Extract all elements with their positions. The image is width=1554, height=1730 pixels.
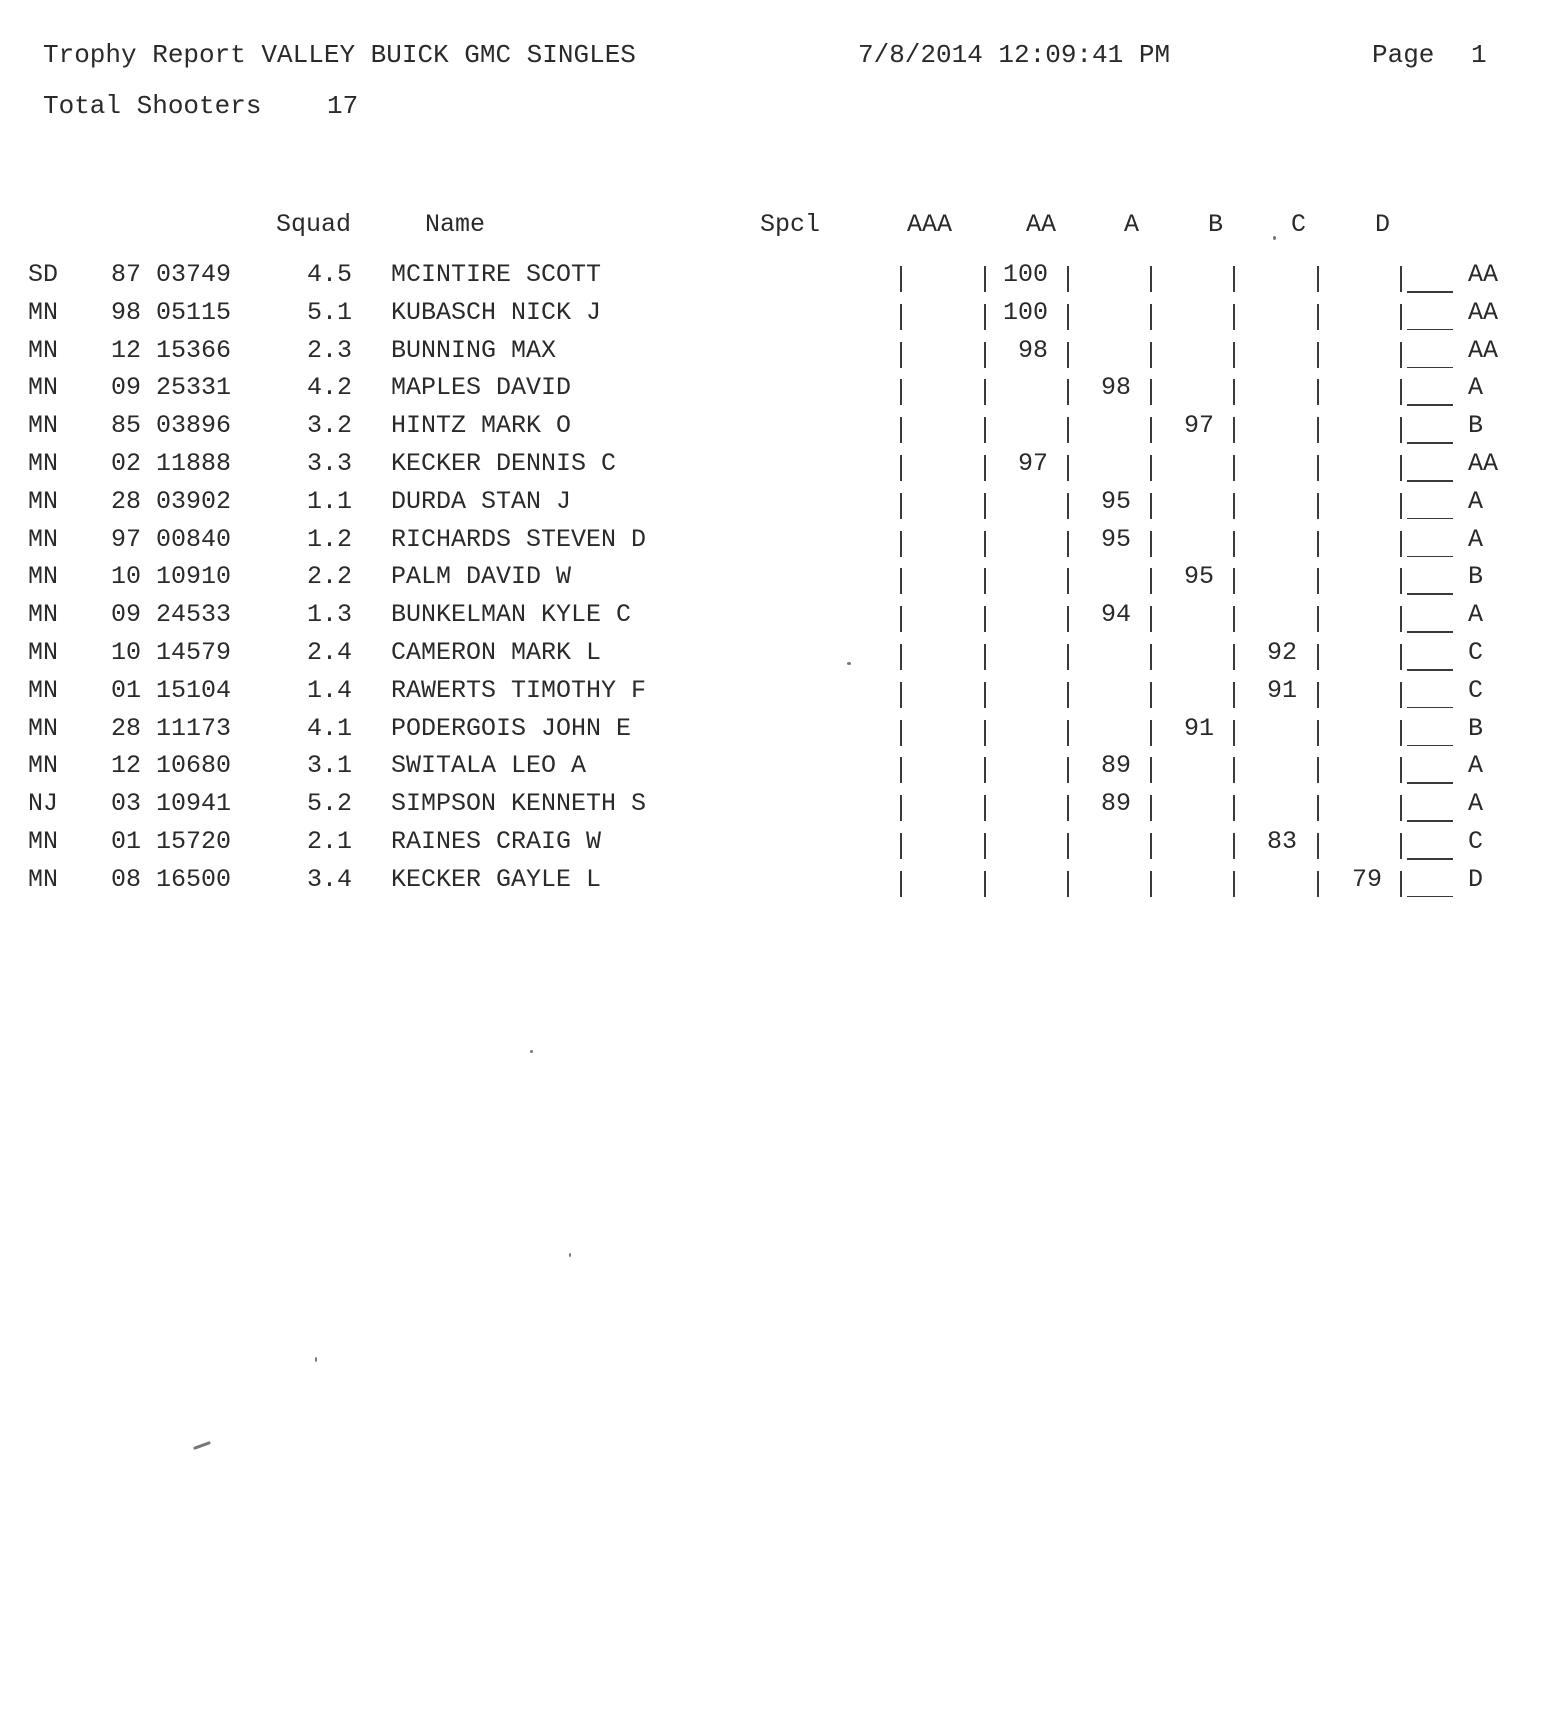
score-cell: 95 (1100, 524, 1131, 554)
score-cell: 97 (1017, 449, 1048, 478)
column-divider (1317, 417, 1319, 443)
member-id-cell: 12 10680 (111, 751, 232, 781)
award-class-cell: B (1468, 411, 1484, 441)
column-divider (1150, 455, 1152, 481)
column-divider (1317, 266, 1319, 292)
column-divider (1067, 757, 1069, 783)
column-divider (1400, 833, 1402, 859)
page-number: 1 (1471, 40, 1487, 70)
squad-cell: 2.4 (307, 638, 353, 667)
column-divider (984, 493, 986, 519)
table-row (0, 640, 1554, 678)
state-cell: MN (28, 562, 59, 592)
column-divider (1400, 379, 1402, 405)
column-divider (1067, 417, 1069, 443)
column-divider (1150, 379, 1152, 405)
column-divider (1317, 493, 1319, 519)
award-blank-line (1407, 480, 1453, 482)
shooter-name-cell: HINTZ MARK O (391, 411, 572, 441)
table-row (0, 375, 1554, 413)
column-divider (1067, 455, 1069, 481)
member-id-cell: 28 11173 (111, 713, 232, 743)
column-divider (1317, 342, 1319, 368)
column-divider (1233, 871, 1235, 897)
shooter-name-cell: SWITALA LEO A (391, 751, 587, 781)
column-header-b: B (1208, 210, 1224, 239)
award-class-cell: A (1468, 373, 1484, 403)
column-divider (900, 606, 902, 632)
member-id-cell: 02 11888 (111, 449, 232, 478)
table-row (0, 753, 1554, 791)
column-divider (1150, 304, 1152, 330)
award-class-cell: C (1468, 675, 1484, 705)
column-divider (984, 304, 986, 330)
column-divider (984, 455, 986, 481)
column-divider (1400, 757, 1402, 783)
column-divider (1067, 720, 1069, 746)
state-cell: MN (28, 713, 59, 743)
column-header-aaa: AAA (907, 210, 953, 239)
squad-cell: 5.2 (307, 789, 353, 819)
score-cell: 100 (1002, 260, 1048, 289)
report-timestamp: 7/8/2014 12:09:41 PM (858, 40, 1171, 70)
table-row (0, 564, 1554, 602)
column-divider (1150, 795, 1152, 821)
shooter-name-cell: RAINES CRAIG W (391, 827, 602, 856)
column-divider (1233, 644, 1235, 670)
squad-cell: 3.3 (307, 449, 353, 478)
column-divider (984, 606, 986, 632)
column-divider (1150, 682, 1152, 708)
award-class-cell: AA (1468, 260, 1499, 289)
award-blank-line (1407, 820, 1453, 822)
award-class-cell: AA (1468, 335, 1499, 365)
table-row (0, 713, 1554, 754)
member-id-cell: 28 03902 (111, 486, 232, 516)
table-row (0, 262, 1554, 300)
total-shooters-value: 17 (327, 91, 359, 121)
score-cell: 89 (1100, 789, 1131, 819)
column-divider (1400, 644, 1402, 670)
table-row (0, 791, 1554, 829)
squad-cell: 3.1 (307, 751, 353, 781)
column-divider (984, 720, 986, 746)
score-cell: 95 (1183, 562, 1214, 592)
column-divider (1317, 720, 1319, 746)
column-divider (984, 833, 986, 859)
squad-cell: 1.3 (307, 600, 353, 630)
column-divider (1317, 871, 1319, 897)
state-cell: MN (28, 751, 59, 781)
column-divider (900, 266, 902, 292)
column-divider (900, 531, 902, 557)
state-cell: MN (28, 411, 59, 441)
member-id-cell: 98 05115 (111, 297, 232, 327)
scan-speck (193, 1441, 211, 1450)
column-divider (1233, 568, 1235, 594)
column-divider (1233, 757, 1235, 783)
column-divider (1150, 720, 1152, 746)
score-cell: 94 (1100, 600, 1131, 630)
column-divider (1400, 493, 1402, 519)
scan-speck (315, 1357, 317, 1362)
column-divider (1233, 304, 1235, 330)
squad-cell: 1.2 (307, 524, 353, 554)
column-divider (1233, 379, 1235, 405)
column-divider (984, 871, 986, 897)
score-cell: 97 (1183, 411, 1214, 441)
column-divider (1233, 455, 1235, 481)
column-divider (1233, 417, 1235, 443)
state-cell: MN (28, 638, 59, 667)
state-cell: NJ (28, 789, 59, 819)
column-divider (1067, 342, 1069, 368)
column-divider (1150, 493, 1152, 519)
score-cell: 83 (1266, 827, 1297, 856)
award-class-cell: A (1468, 524, 1484, 554)
award-blank-line (1407, 707, 1453, 709)
column-divider (1067, 606, 1069, 632)
column-divider (984, 682, 986, 708)
column-divider (1067, 304, 1069, 330)
member-id-cell: 10 10910 (111, 562, 232, 592)
award-class-cell: AA (1468, 449, 1499, 478)
column-divider (1400, 342, 1402, 368)
column-divider (984, 531, 986, 557)
column-divider (900, 379, 902, 405)
shooter-name-cell: KECKER DENNIS C (391, 449, 617, 478)
column-divider (1150, 342, 1152, 368)
column-divider (1400, 795, 1402, 821)
award-blank-line (1407, 404, 1453, 406)
column-divider (900, 757, 902, 783)
award-blank-line (1407, 858, 1453, 860)
column-divider (900, 304, 902, 330)
award-blank-line (1407, 782, 1453, 784)
column-divider (1233, 795, 1235, 821)
column-divider (1317, 568, 1319, 594)
table-row (0, 297, 1554, 338)
column-divider (1400, 682, 1402, 708)
column-header-name: Name (425, 210, 486, 239)
column-divider (1150, 644, 1152, 670)
state-cell: MN (28, 600, 59, 630)
score-cell: 91 (1266, 675, 1297, 705)
column-divider (1233, 342, 1235, 368)
column-divider (1067, 871, 1069, 897)
member-id-cell: 09 24533 (111, 600, 232, 630)
column-divider (1150, 417, 1152, 443)
table-row (0, 829, 1554, 867)
page-label: Page (1372, 40, 1435, 70)
table-row (0, 524, 1554, 565)
award-class-cell: D (1468, 864, 1484, 894)
shooter-name-cell: KECKER GAYLE L (391, 864, 602, 894)
column-divider (984, 379, 986, 405)
column-divider (1150, 871, 1152, 897)
column-divider (1233, 531, 1235, 557)
award-blank-line (1407, 367, 1453, 369)
column-divider (1317, 531, 1319, 557)
shooter-name-cell: RICHARDS STEVEN D (391, 524, 647, 554)
column-divider (1400, 304, 1402, 330)
column-divider (900, 644, 902, 670)
member-id-cell: 09 25331 (111, 373, 232, 403)
member-id-cell: 03 10941 (111, 789, 232, 819)
scan-speck (847, 662, 851, 665)
column-divider (1317, 682, 1319, 708)
score-cell: 95 (1100, 486, 1131, 516)
award-class-cell: C (1468, 827, 1484, 856)
table-row (0, 486, 1554, 527)
column-divider (1150, 606, 1152, 632)
column-divider (1317, 757, 1319, 783)
score-cell: 98 (1100, 373, 1131, 403)
award-class-cell: A (1468, 600, 1484, 630)
column-divider (1400, 606, 1402, 632)
award-blank-line (1407, 518, 1453, 520)
column-divider (1067, 531, 1069, 557)
report-title: Trophy Report VALLEY BUICK GMC SINGLES (43, 40, 636, 70)
squad-cell: 1.4 (307, 675, 353, 705)
column-divider (1233, 493, 1235, 519)
column-divider (900, 833, 902, 859)
shooter-name-cell: MAPLES DAVID (391, 373, 572, 403)
column-divider (1317, 379, 1319, 405)
squad-cell: 3.4 (307, 864, 353, 894)
award-class-cell: A (1468, 751, 1484, 781)
scan-speck (569, 1253, 571, 1257)
column-divider (984, 417, 986, 443)
column-divider (984, 266, 986, 292)
squad-cell: 2.3 (307, 335, 353, 365)
column-divider (900, 455, 902, 481)
award-blank-line (1407, 556, 1453, 558)
column-divider (1233, 606, 1235, 632)
column-divider (1317, 795, 1319, 821)
column-divider (984, 795, 986, 821)
column-divider (1400, 417, 1402, 443)
state-cell: MN (28, 864, 59, 894)
score-cell: 98 (1017, 335, 1048, 365)
table-row (0, 413, 1554, 451)
column-divider (984, 568, 986, 594)
column-divider (1317, 644, 1319, 670)
column-divider (900, 795, 902, 821)
shooter-name-cell: PODERGOIS JOHN E (391, 713, 632, 743)
award-class-cell: B (1468, 713, 1484, 743)
award-class-cell: A (1468, 486, 1484, 516)
column-divider (900, 682, 902, 708)
state-cell: MN (28, 675, 59, 705)
award-blank-line (1407, 896, 1453, 898)
state-cell: MN (28, 827, 59, 856)
column-divider (1400, 568, 1402, 594)
member-id-cell: 01 15720 (111, 827, 232, 856)
column-divider (1400, 455, 1402, 481)
column-divider (1067, 644, 1069, 670)
column-header-squad: Squad (276, 210, 352, 239)
score-cell: 91 (1183, 713, 1214, 743)
shooter-name-cell: KUBASCH NICK J (391, 297, 602, 327)
column-divider (1233, 682, 1235, 708)
award-blank-line (1407, 593, 1453, 595)
column-divider (1400, 871, 1402, 897)
award-blank-line (1407, 442, 1453, 444)
column-divider (1067, 379, 1069, 405)
table-row (0, 602, 1554, 640)
member-id-cell: 01 15104 (111, 675, 232, 705)
award-class-cell: B (1468, 562, 1484, 592)
column-divider (900, 720, 902, 746)
award-class-cell: C (1468, 638, 1484, 667)
table-row (0, 675, 1554, 716)
column-divider (1233, 266, 1235, 292)
squad-cell: 3.2 (307, 411, 353, 441)
member-id-cell: 85 03896 (111, 411, 232, 441)
state-cell: MN (28, 297, 59, 327)
award-blank-line (1407, 669, 1453, 671)
column-header-c: C (1291, 210, 1307, 239)
column-divider (1400, 531, 1402, 557)
column-divider (1150, 266, 1152, 292)
column-divider (1317, 455, 1319, 481)
column-divider (984, 757, 986, 783)
score-cell: 92 (1266, 638, 1297, 667)
award-blank-line (1407, 291, 1453, 293)
column-divider (1067, 795, 1069, 821)
state-cell: MN (28, 373, 59, 403)
column-divider (1317, 304, 1319, 330)
column-header-d: D (1375, 210, 1391, 239)
column-divider (984, 342, 986, 368)
shooter-name-cell: PALM DAVID W (391, 562, 572, 592)
column-divider (1317, 606, 1319, 632)
shooter-name-cell: SIMPSON KENNETH S (391, 789, 647, 819)
member-id-cell: 12 15366 (111, 335, 232, 365)
score-cell: 100 (1002, 297, 1048, 327)
state-cell: MN (28, 449, 59, 478)
column-header-aa: AA (1026, 210, 1057, 239)
column-divider (1067, 682, 1069, 708)
member-id-cell: 10 14579 (111, 638, 232, 667)
column-divider (1150, 833, 1152, 859)
squad-cell: 2.2 (307, 562, 353, 592)
shooter-name-cell: RAWERTS TIMOTHY F (391, 675, 647, 705)
column-divider (900, 417, 902, 443)
state-cell: MN (28, 524, 59, 554)
award-blank-line (1407, 631, 1453, 633)
column-divider (1400, 266, 1402, 292)
column-divider (1067, 493, 1069, 519)
squad-cell: 4.5 (307, 260, 353, 289)
shooter-name-cell: CAMERON MARK L (391, 638, 602, 667)
column-divider (900, 342, 902, 368)
shooter-name-cell: DURDA STAN J (391, 486, 572, 516)
award-class-cell: A (1468, 789, 1484, 819)
column-divider (1067, 568, 1069, 594)
table-row (0, 335, 1554, 376)
state-cell: SD (28, 260, 59, 289)
column-divider (1233, 833, 1235, 859)
table-row (0, 451, 1554, 489)
column-divider (900, 568, 902, 594)
column-divider (1150, 568, 1152, 594)
column-divider (1317, 833, 1319, 859)
squad-cell: 5.1 (307, 297, 353, 327)
column-header-spcl: Spcl (760, 210, 821, 239)
shooter-name-cell: BUNNING MAX (391, 335, 557, 365)
state-cell: MN (28, 335, 59, 365)
column-divider (900, 871, 902, 897)
column-divider (1400, 720, 1402, 746)
state-cell: MN (28, 486, 59, 516)
column-divider (1150, 757, 1152, 783)
squad-cell: 1.1 (307, 486, 353, 516)
squad-cell: 4.2 (307, 373, 353, 403)
award-blank-line (1407, 329, 1453, 331)
shooter-name-cell: BUNKELMAN KYLE C (391, 600, 632, 630)
member-id-cell: 08 16500 (111, 864, 232, 894)
column-divider (1150, 531, 1152, 557)
member-id-cell: 87 03749 (111, 260, 232, 289)
table-row (0, 864, 1554, 905)
column-divider (1067, 833, 1069, 859)
member-id-cell: 97 00840 (111, 524, 232, 554)
column-divider (900, 493, 902, 519)
squad-cell: 2.1 (307, 827, 353, 856)
scan-speck (1273, 236, 1276, 240)
column-divider (984, 644, 986, 670)
shooter-name-cell: MCINTIRE SCOTT (391, 260, 602, 289)
award-blank-line (1407, 745, 1453, 747)
scan-speck (530, 1050, 533, 1053)
column-divider (1233, 720, 1235, 746)
column-header-a: A (1124, 210, 1140, 239)
award-class-cell: AA (1468, 297, 1499, 327)
score-cell: 79 (1351, 864, 1382, 894)
total-shooters-label: Total Shooters (43, 91, 262, 121)
column-divider (1067, 266, 1069, 292)
score-cell: 89 (1100, 751, 1131, 781)
squad-cell: 4.1 (307, 713, 353, 743)
